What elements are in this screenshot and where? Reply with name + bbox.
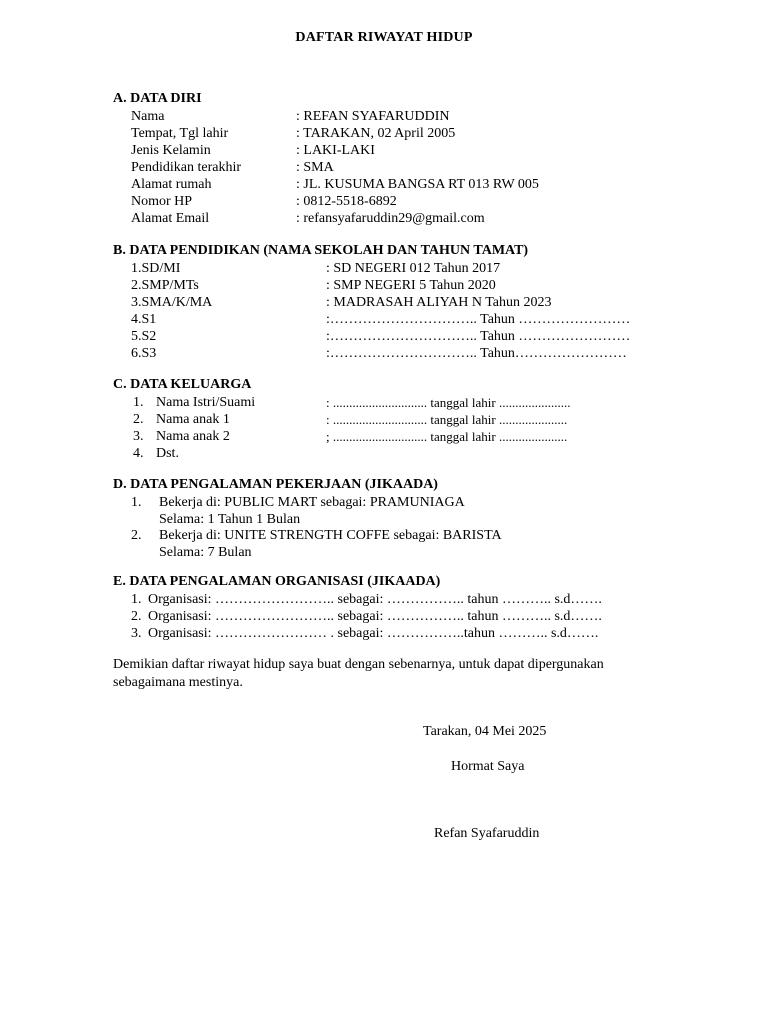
field-value: : MADRASAH ALIYAH N Tahun 2023 <box>326 295 552 310</box>
work-duration: Selama: 1 Tahun 1 Bulan <box>159 512 301 527</box>
list-number: 2. <box>131 528 142 543</box>
organization-text: Organisasi: …………………….. sebagai: …………….. tahun ……….. s.d……. <box>148 609 602 624</box>
field-value: : SD NEGERI 012 Tahun 2017 <box>326 261 501 276</box>
field-label: 3.SMA/K/MA <box>131 295 213 310</box>
field-value: : TARAKAN, 02 April 2005 <box>296 126 456 141</box>
field-value: : SMA <box>296 160 334 175</box>
field-label: Jenis Kelamin <box>131 143 211 158</box>
signature-place-date: Tarakan, 04 Mei 2025 <box>423 724 547 739</box>
field-label: Tempat, Tgl lahir <box>131 126 229 141</box>
list-number: 1. <box>131 592 142 607</box>
field-label: Nama Istri/Suami <box>156 395 256 410</box>
field-label: 4.S1 <box>131 312 157 327</box>
field-label: Nama anak 2 <box>156 429 230 444</box>
field-label: 2.SMP/MTs <box>131 278 199 293</box>
work-line: Bekerja di: UNITE STRENGTH COFFE sebagai: BARISTA <box>159 528 502 543</box>
list-number: 2. <box>131 609 142 624</box>
field-value: :………………………….. Tahun …………………… <box>326 329 631 344</box>
field-label: Alamat Email <box>131 211 210 226</box>
field-value: :………………………….. Tahun…………………… <box>326 346 627 361</box>
section-d-heading: D. DATA PENGALAMAN PEKERJAAN (JIKAADA) <box>113 477 438 492</box>
field-label: 6.S3 <box>131 346 157 361</box>
field-value: : JL. KUSUMA BANGSA RT 013 RW 005 <box>296 177 539 192</box>
field-value: : ............................. tanggal lahir ...................... <box>326 395 571 410</box>
section-c-heading: C. DATA KELUARGA <box>113 377 252 392</box>
field-label: 5.S2 <box>131 329 157 344</box>
closing-paragraph: Demikian daftar riwayat hidup saya buat dengan sebenarnya, untuk dapat dipergunakan sebagaimana mestinya. <box>113 657 604 690</box>
organization-text: Organisasi: …………………….. sebagai: …………….. tahun ……….. s.d……. <box>148 592 602 607</box>
section-e-heading: E. DATA PENGALAMAN ORGANISASI (JIKAADA) <box>113 574 441 589</box>
field-value: ; ............................. tanggal lahir ..................... <box>326 429 568 444</box>
list-number: 1. <box>133 395 144 410</box>
work-line: Bekerja di: PUBLIC MART sebagai: PRAMUNIAGA <box>159 495 465 510</box>
field-label: 1.SD/MI <box>131 261 181 276</box>
list-number: 4. <box>133 446 144 461</box>
signature-greeting: Hormat Saya <box>451 759 525 774</box>
field-value: : 0812-5518-6892 <box>296 194 397 209</box>
list-number: 3. <box>133 429 144 444</box>
field-value: :………………………….. Tahun …………………… <box>326 312 631 327</box>
signature-name: Refan Syafaruddin <box>434 826 540 841</box>
field-value: : refansyafaruddin29@gmail.com <box>296 211 485 226</box>
section-b-heading: B. DATA PENDIDIKAN (NAMA SEKOLAH DAN TAHUN TAMAT) <box>113 243 529 258</box>
section-a-heading: A. DATA DIRI <box>113 91 202 106</box>
field-value: : REFAN SYAFARUDDIN <box>296 109 450 124</box>
field-label: Alamat rumah <box>131 177 212 192</box>
list-number: 3. <box>131 626 142 641</box>
field-value: : ............................. tanggal lahir ..................... <box>326 412 568 427</box>
field-value: : SMP NEGERI 5 Tahun 2020 <box>326 278 496 293</box>
field-label: Pendidikan terakhir <box>131 160 242 175</box>
list-number: 1. <box>131 495 142 510</box>
field-value: : LAKI-LAKI <box>296 143 375 158</box>
field-label: Nama anak 1 <box>156 412 230 427</box>
list-number: 2. <box>133 412 144 427</box>
field-label: Nama <box>131 109 165 124</box>
field-label: Dst. <box>156 446 179 461</box>
field-label: Nomor HP <box>131 194 193 209</box>
organization-text: Organisasi: …………………… . sebagai: ……………..tahun ……….. s.d……. <box>148 626 599 641</box>
work-duration: Selama: 7 Bulan <box>159 545 252 560</box>
document-title: DAFTAR RIWAYAT HIDUP <box>295 30 473 45</box>
